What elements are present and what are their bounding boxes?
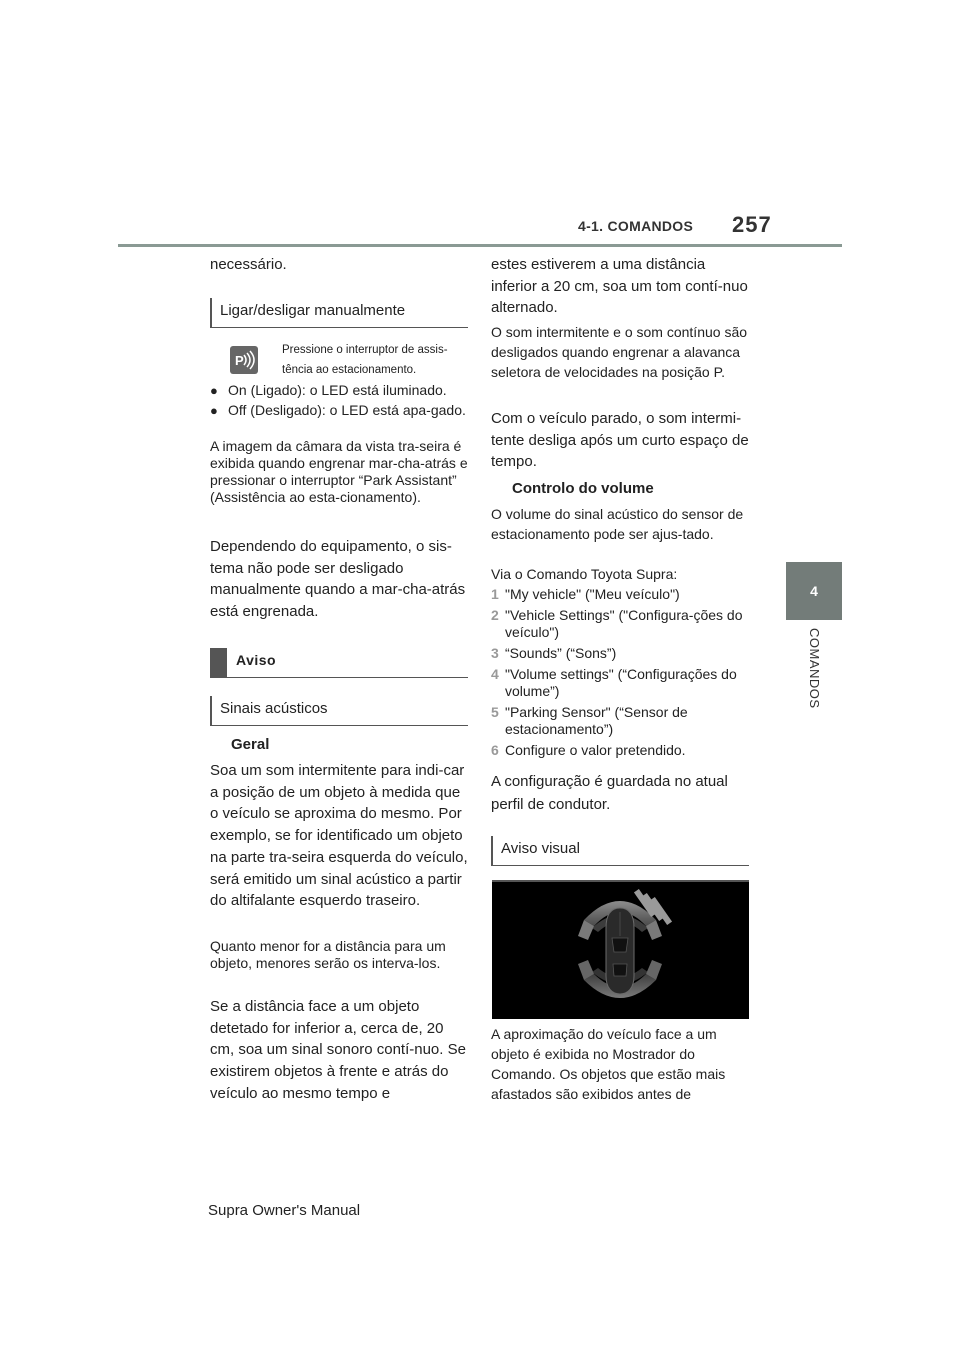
page-number: 257: [732, 212, 772, 237]
list-item: 6 Configure o valor pretendido.: [491, 742, 686, 758]
list-item: 3 “Sounds” (“Sons”): [491, 645, 617, 661]
svg-text:P: P: [235, 353, 244, 368]
footer-manual-title: Supra Owner's Manual: [208, 1202, 361, 1219]
aviso-box: [210, 648, 468, 678]
camera-paragraph: A imagem da câmara da vista tra-seira é exibida quando engrenar mar-cha-atrás e pressionar o interruptor “Park Assistant” (Assistência ao esta-cionamento).: [210, 438, 468, 505]
box-acoustic: [210, 696, 468, 726]
cont-paragraph: estes estiverem a uma distância inferior a 20 cm, soa um tom contí-nuo alternado.: [491, 256, 748, 317]
list-item: 2 "Vehicle Settings" ("Configura-ções do veículo"): [491, 607, 743, 640]
volume-paragraph: O volume do sinal acústico do sensor de estacionamento pode ser ajus-tado.: [491, 506, 744, 542]
aviso-title: Aviso: [236, 652, 277, 668]
section-title: 4-1. COMANDOS: [578, 218, 694, 234]
list-item: 5 "Parking Sensor" (“Sensor de estacionamento”): [491, 704, 688, 737]
parking-display-image: [492, 880, 749, 1019]
saved-paragraph: A configuração é guardada no atual perfil de condutor.: [491, 773, 728, 813]
visual-paragraph: A aproximação do veículo face a um objeto é exibida no Mostrador do Comando. Os objetos que estão mais afastados são exibidos antes de: [491, 1026, 726, 1102]
column-left: [210, 254, 468, 276]
parking-sensor-graphic: [492, 880, 749, 1019]
via-paragraph: Via o Comando Toyota Supra:: [491, 566, 678, 582]
chapter-label: [786, 628, 842, 728]
distance-paragraph: Quanto menor for a distância para um objeto, menores serão os interva-los.: [210, 938, 446, 971]
header-rule: [118, 244, 842, 247]
box-visual: [491, 836, 749, 866]
intro-text: necessário.: [210, 256, 287, 273]
box-manual-toggle: [210, 298, 468, 328]
park-assist-button[interactable]: [230, 346, 258, 374]
park-paragraph: O som intermitente e o som contínuo são desligados quando engrenar a alavanca seletora de velocidades na posição P.: [491, 324, 748, 380]
chapter-tab: 4: [786, 562, 842, 620]
box-title-manual: Ligar/desligar manualmente: [210, 298, 468, 328]
chapter-label-text: COMANDOS: [807, 628, 822, 709]
volume-heading: Controlo do volume: [512, 480, 654, 497]
led-bullets: [210, 382, 468, 419]
aviso-marker: [210, 648, 227, 677]
bullet-on: ● On (Ligado): o LED está iluminado.: [210, 382, 447, 398]
list-item: 4 "Volume settings" (“Configurações do volume”): [491, 666, 737, 699]
box-title-acoustic: Sinais acústicos: [210, 696, 468, 726]
box-title-visual: Aviso visual: [491, 836, 749, 866]
geral-heading: Geral: [231, 736, 270, 753]
steps-list: [491, 586, 749, 763]
stopped-paragraph: Com o veículo parado, o som intermi-tente desliga após um curto espaço de tempo.: [491, 410, 749, 471]
bullet-off: ● Off (Desligado): o LED está apa-gado.: [210, 402, 466, 418]
equipment-paragraph: Dependendo do equipamento, o sis-tema não pode ser desligado manualmente quando a mar-cha-atrás está engrenada.: [210, 538, 466, 621]
park-assist-icon: [230, 346, 258, 374]
geral-paragraph: Soa um som intermitente para indi-car a posição de um objeto à medida que o veículo se aproxima do mesmo. Por exemplo, se for identificado um objeto na parte tra-seira esquerda do veículo, será emitido um sinal acústico a partir do altifalante esquerdo traseiro.: [210, 762, 468, 910]
list-item: 1 "My vehicle" ("Meu veículo"): [491, 586, 680, 602]
continuous-paragraph: Se a distância face a um objeto detetado for inferior a, cerca de, 20 cm, soa um sinal sonoro contí-nuo. Se existirem objetos à frente e atrás do veículo ao mesmo tempo e: [210, 998, 466, 1102]
button-caption: Pressione o interruptor de assis- tência ao estacionamento.: [282, 344, 448, 376]
